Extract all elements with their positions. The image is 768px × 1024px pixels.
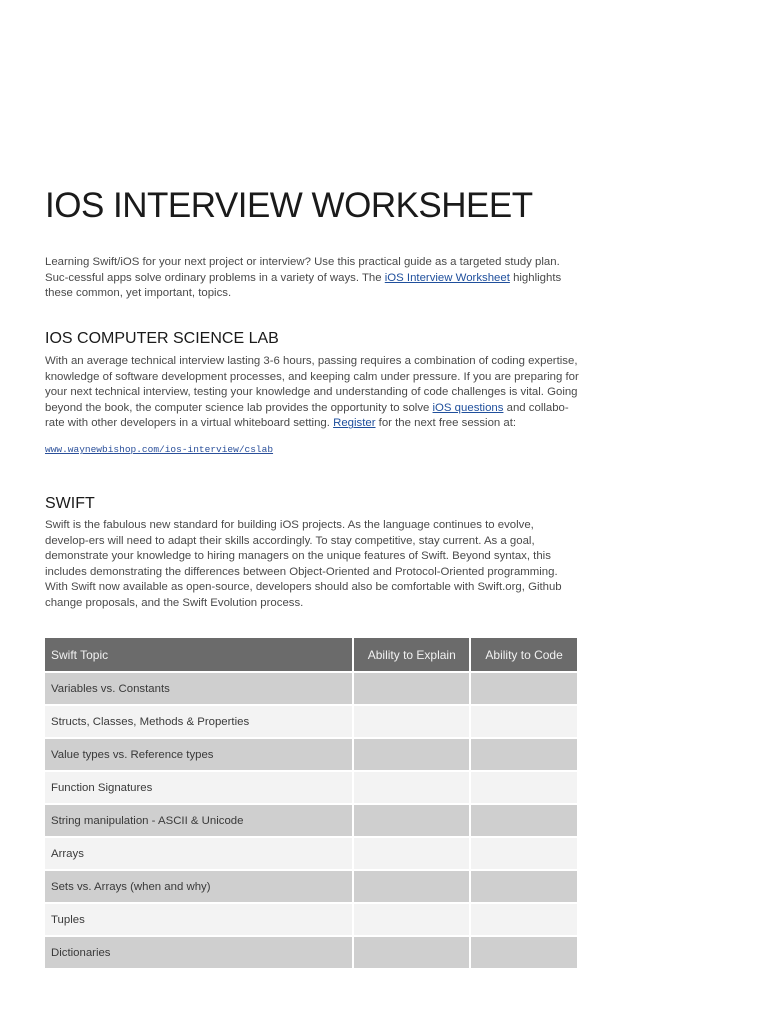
topic-cell: Structs, Classes, Methods & Properties (45, 704, 354, 737)
header-swift-topic: Swift Topic (45, 638, 354, 671)
lab-text-after: for the next free session at: (375, 417, 517, 430)
table-row (45, 902, 577, 935)
header-ability-to-explain: Ability to Explain (354, 638, 471, 671)
lab-text-middle: and collabo-rate with other developers in a virtual whiteboard setting. (45, 401, 569, 430)
topic-cell: Arrays (45, 836, 354, 869)
explain-cell[interactable] (354, 671, 471, 704)
swift-paragraph: Swift is the fabulous new standard for building iOS projects. As the language continues to evolve, develop-ers will need to adapt their skills accordingly. To stay competitive, stay current. As a goal, demonstrate your knowledge to hiring managers on the unique features of Swift. Beyond syntax, this includes demonstrating the differences between Object-Oriented and Protocol-Oriented programming. With Swift now available as open-source, developers should also be comfortable with Swift.org, Github change proposals, and the Swift Evolution process. (45, 519, 562, 609)
table-row (45, 671, 577, 704)
table-row (45, 803, 577, 836)
table-row (45, 704, 577, 737)
intro-text-before: Learning Swift/iOS for your next project or interview? Use this practical guide as a targeted study plan. Suc-cessful apps solve ordinary problems in a variety of ways. The (45, 256, 560, 284)
header-ability-to-code: Ability to Code (471, 638, 577, 671)
explain-cell[interactable] (354, 869, 471, 902)
swift-heading: SWIFT (45, 495, 95, 512)
table-header-row (45, 638, 577, 671)
intro-paragraph (45, 255, 580, 302)
explain-cell[interactable] (354, 902, 471, 935)
topic-cell: Value types vs. Reference types (45, 737, 354, 770)
register-link[interactable]: Register (333, 417, 376, 430)
topic-cell: String manipulation - ASCII & Unicode (45, 803, 354, 836)
explain-cell[interactable] (354, 803, 471, 836)
topic-cell: Sets vs. Arrays (when and why) (45, 869, 354, 902)
cslab-url-link[interactable]: www.waynewbishop.com/ios-interview/cslab (45, 444, 274, 455)
explain-cell[interactable] (354, 737, 471, 770)
explain-cell[interactable] (354, 935, 471, 968)
code-cell[interactable] (471, 770, 577, 803)
ios-questions-link[interactable]: iOS questions (432, 401, 504, 414)
explain-cell[interactable] (354, 770, 471, 803)
code-cell[interactable] (471, 803, 577, 836)
lab-paragraph (45, 354, 580, 432)
topic-cell: Dictionaries (45, 935, 354, 968)
code-cell[interactable] (471, 869, 577, 902)
table-row (45, 836, 577, 869)
table-row (45, 770, 577, 803)
topic-cell: Tuples (45, 902, 354, 935)
intro-text-after: highlights these common, yet important, topics. (45, 271, 562, 300)
lab-text-before: With an average technical interview lasting 3-6 hours, passing requires a combination of coding expertise, knowledge of software development processes, and keeping calm under pressure. If you are preparing for your next technical interview, testing your knowledge and understanding of code challenges is vital. Going beyond the book, the computer science lab provides the opportunity to solve (45, 355, 579, 414)
explain-cell[interactable] (354, 704, 471, 737)
code-cell[interactable] (471, 902, 577, 935)
code-cell[interactable] (471, 704, 577, 737)
topic-cell: Function Signatures (45, 770, 354, 803)
table-row (45, 869, 577, 902)
code-cell[interactable] (471, 737, 577, 770)
lab-heading: IOS COMPUTER SCIENCE LAB (45, 330, 279, 347)
explain-cell[interactable] (354, 836, 471, 869)
topic-cell: Variables vs. Constants (45, 671, 354, 704)
swift-topics-table (45, 638, 577, 968)
code-cell[interactable] (471, 671, 577, 704)
table-row (45, 935, 577, 968)
worksheet-link[interactable]: iOS Interview Worksheet (384, 271, 510, 284)
code-cell[interactable] (471, 836, 577, 869)
page-title: IOS INTERVIEW WORKSHEET (45, 186, 533, 225)
code-cell[interactable] (471, 935, 577, 968)
table-row (45, 737, 577, 770)
